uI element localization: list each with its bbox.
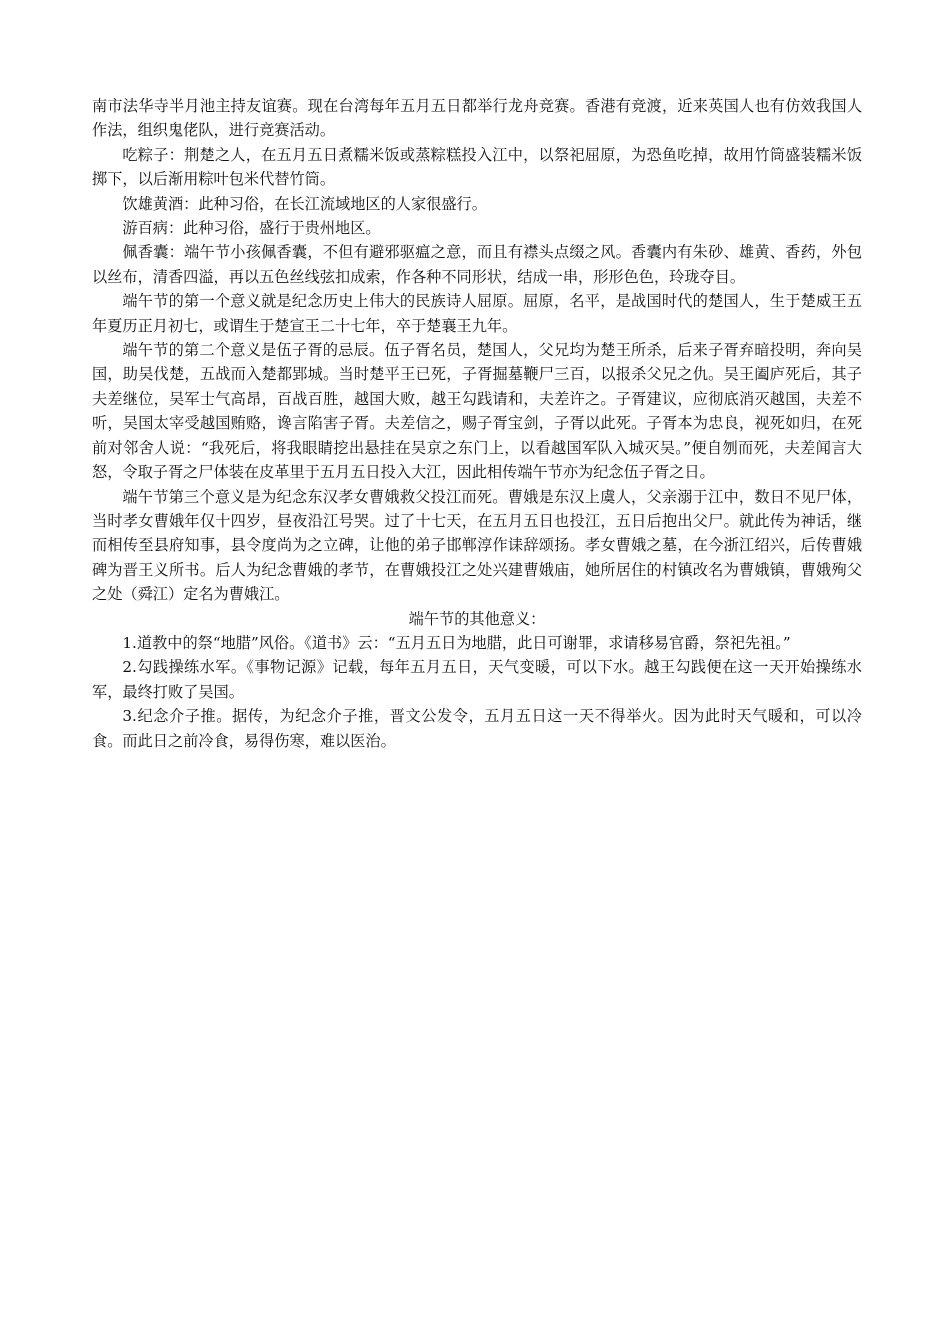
list-item-gou-jian-navy: 2.勾践操练水军。《事物记源》记载，每年五月五日，天气变暖，可以下水。越王勾践便在这一天开始操练水军，最终打败了吴国。 xyxy=(92,658,862,701)
paragraph-dragon-boat-continued: 南市法华寺半月池主持友谊赛。现在台湾每年五月五日都举行龙舟竞赛。香港有竞渡，近来英国人也有仿效我国人作法，组织鬼佬队，进行竞赛活动。 xyxy=(92,97,862,140)
paragraph-realgar-wine: 饮雄黄酒：此种习俗，在长江流域地区的人家很盛行。 xyxy=(122,194,487,213)
document-body xyxy=(92,94,862,753)
paragraph-meaning-wu-zixu: 端午节的第二个意义是伍子胥的忌辰。伍子胥名员，楚国人，父兄均为楚王所杀，后来子胥弃暗投明，奔向吴国，助吴伐楚，五战而入楚都郢城。当时楚平王已死，子胥掘墓鞭尸三百，以报杀父兄之仇。吴王阖庐死后，其子夫差继位，吴军士气高昂，百战百胜，越国大败，越王勾践请和，夫差许之。子胥建议，应彻底消灭越国，夫差不听，吴国太宰受越国贿赂，谗言陷害子胥。夫差信之，赐子胥宝剑，子胥以此死。子胥本为忠良，视死如归，在死前对邻舍人说：“我死后，将我眼睛挖出悬挂在吴京之东门上，以看越国军队入城灭吴。”便自刎而死，夫差闻言大怒，令取子胥之尸体装在皮革里于五月五日投入大江，因此相传端午节亦为纪念伍子胥之日。 xyxy=(92,341,862,482)
section-title-other-meanings: 端午节的其他意义： xyxy=(408,609,546,628)
paragraph-meaning-cao-e: 端午节第三个意义是为纪念东汉孝女曹娥救父投江而死。曹娥是东汉上虞人，父亲溺于江中，数日不见尸体，当时孝女曹娥年仅十四岁，昼夜沿江号哭。过了十七天，在五月五日也投江，五日后抱出父尸。就此传为神话，继而相传至县府知事，县令度尚为之立碑，让他的弟子邯郸淳作诔辞颂扬。孝女曹娥之墓，在今浙江绍兴，后传曹娥碑为晋王义所书。后人为纪念曹娥的孝节，在曹娥投江之处兴建曹娥庙，她所居住的村镇改名为曹娥镇，曹娥殉父之处（舜江）定名为曹娥江。 xyxy=(92,487,862,604)
list-item-di-la: 1.道教中的祭“地腊”风俗。《道书》云：“五月五日为地腊，此日可谢罪，求请移易官爵，祭祀先祖。” xyxy=(122,633,791,652)
paragraph-you-baibing: 游百病：此种习俗，盛行于贵州地区。 xyxy=(122,219,381,238)
paragraph-sachet: 佩香囊：端午节小孩佩香囊，不但有避邪驱瘟之意，而且有襟头点缀之风。香囊内有朱砂、雄黄、香药，外包以丝布，清香四溢，再以五色丝线弦扣成索，作各种不同形状，结成一串，形形色色，玲珑夺目。 xyxy=(92,243,862,286)
list-item-jie-zitui: 3.纪念介子推。据传，为纪念介子推，晋文公发令，五月五日这一天不得举火。因为此时天气暖和，可以冷食。而此日之前冷食，易得伤寒，难以医治。 xyxy=(92,707,862,750)
paragraph-meaning-qu-yuan: 端午节的第一个意义就是纪念历史上伟大的民族诗人屈原。屈原，名平，是战国时代的楚国人，生于楚威王五年夏历正月初七，或谓生于楚宣王二十七年，卒于楚襄王九年。 xyxy=(92,292,862,335)
paragraph-eat-zongzi: 吃粽子：荆楚之人，在五月五日煮糯米饭或蒸粽糕投入江中，以祭祀屈原，为恐鱼吃掉，故用竹筒盛装糯米饭掷下，以后渐用粽叶包米代替竹筒。 xyxy=(92,145,862,189)
